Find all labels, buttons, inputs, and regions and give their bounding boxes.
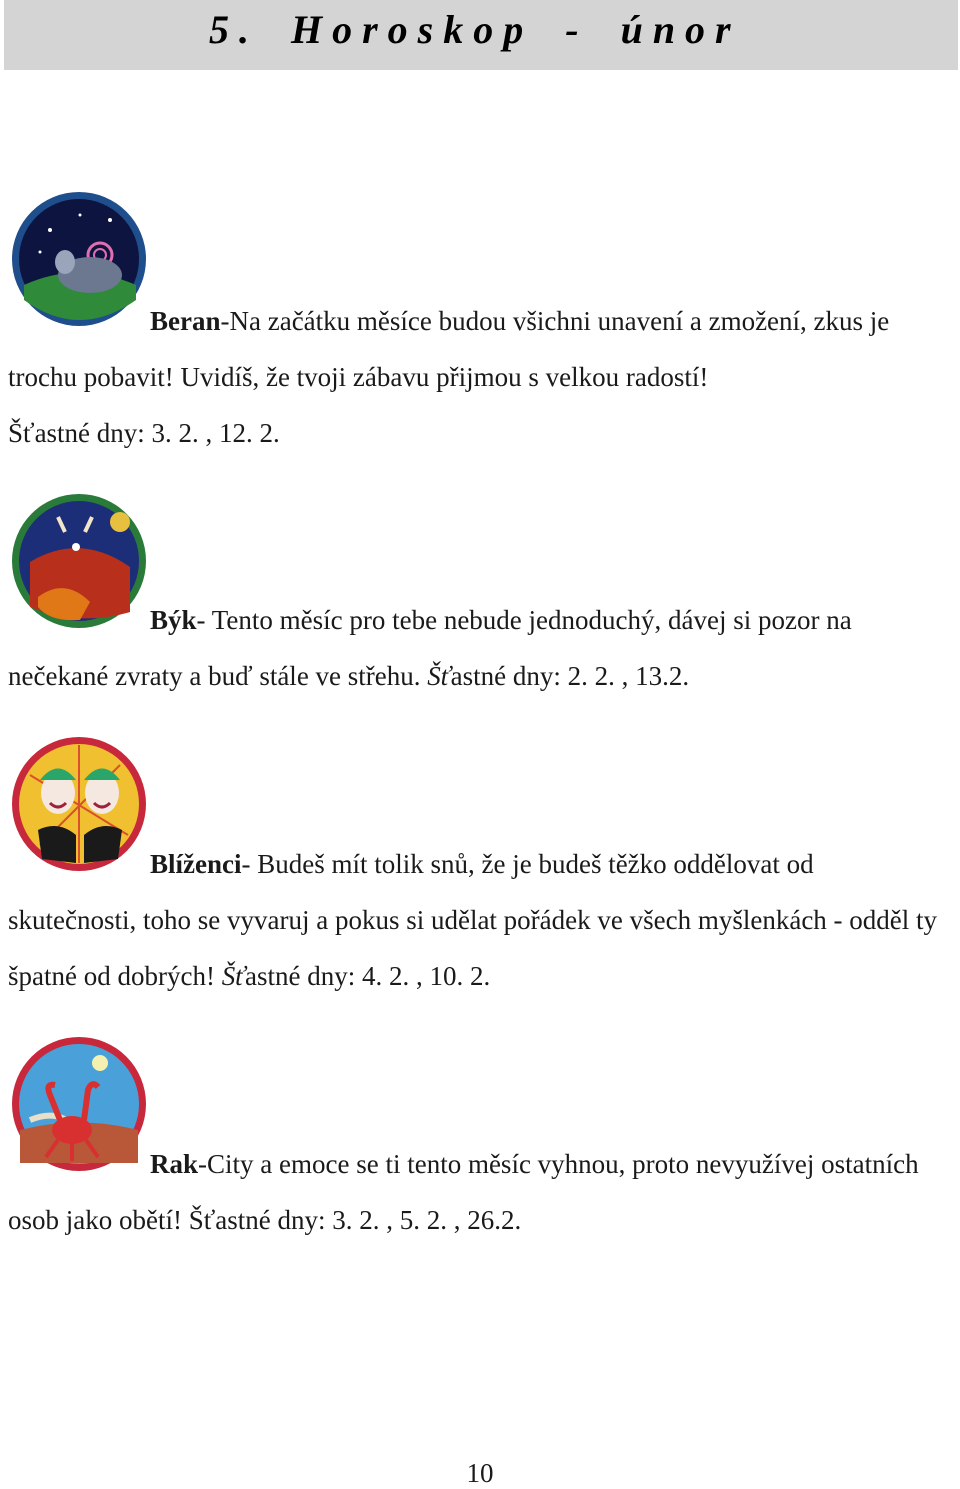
sign-name: Býk [150,605,197,635]
page-title: 5. Horoskop - únor [209,7,741,52]
entry-text: Budeš mít tolik snů, že je budeš těžko oddělovat od skutečnosti, toho se vyvaruj a pokus si udělat pořádek ve všech myšlenkách - odděl ty špatné od dobrých! [8,849,938,991]
lucky-days-prefix: Šť [221,961,246,991]
entry-gemini: Blíženci- Budeš mít tolik snů, že je budeš těžko oddělovat od skutečnosti, toho se vyvaruj a pokus si udělat pořádek ve všech myšlenkách - odděl ty špatné od dobrých! Šťastné dny: 4. 2. , 10. 2. [8,849,938,991]
page-header [4,0,958,70]
lucky-days-prefix: Šť [8,418,35,448]
lucky-days: astné dny: 3. 2. , 5. 2. , 26.2. [215,1205,522,1235]
sign-name: Beran [150,306,221,336]
sign-name: Rak [150,1149,199,1179]
page-number: 10 [466,1458,494,1488]
lucky-days: astné dny: 3. 2. , 12. 2. [34,418,280,448]
lucky-days-prefix: Šť [188,1205,216,1235]
entry-taurus: Býk- Tento měsíc pro tebe nebude jednoduchý, dávej si pozor na nečekané zvraty a buď stále ve střehu. Šťastné dny: 2. 2. , 13.2. [8,605,852,691]
entry-text: City a emoce se ti tento měsíc vyhnou, proto nevyužívej ostatních osob jako obětí! [8,1149,919,1235]
sign-name: Blíženci [150,849,242,879]
entry-text: Na začátku měsíce budou všichni unavení a zmožení, zkus je trochu pobavit! Uvidíš, že tvoji zábavu přijmou s velkou radostí! [8,306,890,392]
entry-cancer: Rak-City a emoce se ti tento měsíc vyhnou, proto nevyužívej ostatních osob jako obětí! Šťastné dny: 3. 2. , 5. 2. , 26.2. [8,1149,919,1235]
lucky-days-prefix: Šť [427,661,451,691]
entry-aries: Beran-Na začátku měsíce budou všichni unavení a zmožení, zkus je trochu pobavit! Uvidíš, že tvoji zábavu přijmou s velkou radostí! Šťastné dny: 3. 2. , 12. 2. [8,306,890,448]
lucky-days: astné dny: 2. 2. , 13.2. [450,661,690,691]
lucky-days: astné dny: 4. 2. , 10. 2. [245,961,491,991]
entry-text: Tento měsíc pro tebe nebude jednoduchý, dávej si pozor na nečekané zvraty a buď stále ve střehu. [8,605,852,691]
